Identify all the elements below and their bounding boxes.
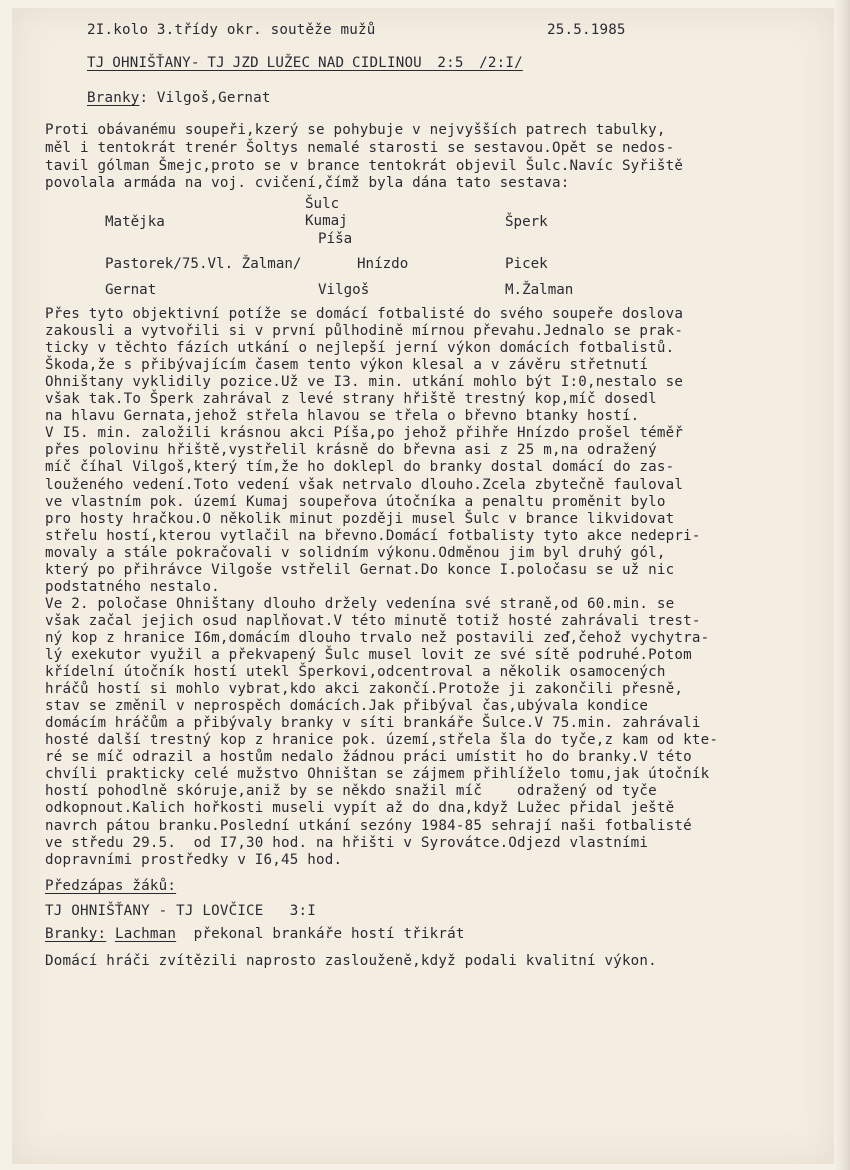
- youth-summary: Domácí hráči zvítězili naprosto zaslouženě,když podali kvalitní výkon.: [45, 953, 657, 969]
- lineup-def-mid2: Píša: [318, 231, 353, 247]
- text-line: chvíli prakticky celé mužstvo Ohništan se zájmem přihlíželo tomu,jak útočník: [45, 766, 710, 783]
- text-line: však začal jejich osud naplňovat.V této minutě totiž hosté zahrávali trest-: [45, 612, 701, 629]
- text-line: dopravními prostředky v I6,45 hod.: [45, 851, 343, 868]
- text-line: Škoda,že s přibývajícím časem tento výkon klesal a v závěru střetnutí: [45, 357, 649, 374]
- text-line: ticky v těchto fázích utkání o nejlepší jerní výkon domácích fotbalistů.: [45, 340, 675, 357]
- text-line: hráčů hostí si mohlo vybrat,kdo akci zakončí.Protože ji zakončili přesně,: [45, 681, 684, 698]
- text-line: přes polovinu hřiště,vystřelil krásně do břevna asi z 25 m,na odražený: [45, 442, 657, 459]
- round-title: 2I.kolo 3.třídy okr. soutěže mužů: [87, 22, 376, 38]
- youth-goals: [45, 926, 465, 943]
- lineup-keeper: Šulc: [305, 196, 340, 212]
- text-line: hostí pohodlně skóruje,aniž by se někdo snažil míč odražený od tyče: [45, 783, 657, 800]
- goals-line: [87, 90, 271, 107]
- lineup-mid-left: Pastorek/75.Vl. Žalman/: [105, 256, 302, 272]
- youth-heading: Předzápas žáků:: [45, 878, 177, 894]
- lineup-fw-mid: Vilgoš: [318, 282, 370, 298]
- text-line: povolala armáda na voj. cvičení,čímž byla dána tato sestava:: [45, 175, 570, 192]
- lineup-def-mid: Kumaj: [305, 213, 348, 229]
- text-line: Ve 2. poločase Ohništany dlouho držely vedenína své straně,od 60.min. se: [45, 595, 675, 612]
- lineup-mid-right: Picek: [505, 256, 548, 272]
- lineup-mid-mid: Hnízdo: [357, 256, 409, 272]
- goals-label: Branky: [87, 90, 140, 106]
- text-line: tavil gólman Šmejc,proto se v brance tentokrát objevil Šulc.Navíc Syřiště: [45, 157, 684, 174]
- text-line: míč číhal Vilgoš,který tím,že ho doklepl do branky dostal domácí do zas-: [45, 459, 675, 476]
- text-line: ré se míč odrazil a hostům nedalo žádnou práci umístit ho do branky.V této: [45, 749, 692, 766]
- lineup-fw-right: M.Žalman: [505, 282, 574, 298]
- text-line: lý exekutor využil a překvapený Šulc musel lovit ze své sítě podruhé.Potom: [45, 647, 692, 663]
- text-line: V I5. min. založili krásnou akci Píša,po jehož přihře Hnízdo prošel téměř: [45, 425, 684, 442]
- lineup-def-right: Šperk: [505, 214, 548, 230]
- text-line: hosté další trestný kop z hranice pok. území,střela šla do tyče,z kam od kte-: [45, 732, 719, 749]
- text-line: Ohništany vyklidily pozice.Už ve I3. min. utkání mohlo být I:0,nestalo se: [45, 374, 684, 391]
- text-line: který po přihrávce Vilgoše vstřelil Gernat.Do konce I.poločasu se už nic: [45, 561, 675, 578]
- text-line: měl i tentokrát trenér Šoltys nemalé starosti se sestavou.Opět se nedos-: [45, 139, 675, 156]
- youth-goals-text: překonal brankáře hostí třikrát: [176, 926, 465, 942]
- text-line: stav se změnil v neprospěch domácích.Jak přibýval čas,ubývala kondice: [45, 698, 649, 715]
- youth-match: TJ OHNIŠŤANY - TJ LOVČICE 3:I: [45, 903, 316, 919]
- text-line: zakousli a vytvořili si v první půlhodině mírnou převahu.Jednalo se prak-: [45, 323, 684, 340]
- text-line: křídelní útočník hostí utekl Šperkovi,odcentroval a několik osamocených: [45, 664, 666, 681]
- lineup-def-left: Matějka: [105, 214, 165, 230]
- text-line: odkopnout.Kalich hořkosti museli vypít až do dna,když Lužec přidal ještě: [45, 800, 675, 817]
- text-line: ve vlastním pok. území Kumaj soupeřova útočníka a penaltu proměnit bylo: [45, 493, 666, 510]
- youth-goals-label: Branky:: [45, 926, 107, 942]
- match-date: 25.5.1985: [547, 22, 626, 38]
- goals-value: : Vilgoš,Gernat: [139, 90, 271, 106]
- text-line: však tak.To Šperk zahrával z levé strany hřiště trestný kop,míč dosedl: [45, 391, 657, 408]
- text-line: na hlavu Gernata,jehož střela hlavou se třela o břevno btanky hostí.: [45, 408, 640, 425]
- text-line: střelu hostí,kterou vytlačil na břevno.Domácí fotbalisty tyto akce nedepri-: [45, 527, 701, 544]
- text-line: Proti obávanému soupeři,kzerý se pohybuje v nejvyšších patrech tabulky,: [45, 122, 666, 138]
- text-line: louženého vedení.Toto vedení však netrvalo dlouho.Zcela zbytečně fauloval: [45, 476, 684, 493]
- match-title: TJ OHNIŠŤANY- TJ JZD LUŽEC NAD CIDLINOU 2:5 /2:I/: [87, 55, 523, 71]
- text-line: ný kop z hranice I6m,domácím dlouho trvalo než postavili zeď,čehož vychytra-: [45, 629, 710, 646]
- text-line: podstatného nestalo.: [45, 578, 220, 595]
- youth-goals-scorer: Lachman: [114, 926, 177, 942]
- lineup-fw-left: Gernat: [105, 282, 157, 298]
- text-line: Přes tyto objektivní potíže se domácí fotbalisté do svého soupeře doslova: [45, 306, 684, 322]
- text-line: navrch pátou branku.Poslední utkání sezóny 1984-85 sehrají naši fotbalisté: [45, 817, 692, 834]
- text-line: pro hosty hračkou.O několik minut později musel Šulc v brance likvidovat: [45, 510, 675, 527]
- text-line: movaly a stále pokračovali v solidním výkonu.Odměnou jim byl druhý gól,: [45, 544, 666, 561]
- page-edge: [834, 0, 850, 1170]
- text-line: ve středu 29.5. od I7,30 hod. na hřišti v Syrovátce.Odjezd vlastními: [45, 834, 649, 851]
- text-line: domácím hráčům a přibývaly branky v síti brankáře Šulce.V 75.min. zahrávali: [45, 715, 701, 732]
